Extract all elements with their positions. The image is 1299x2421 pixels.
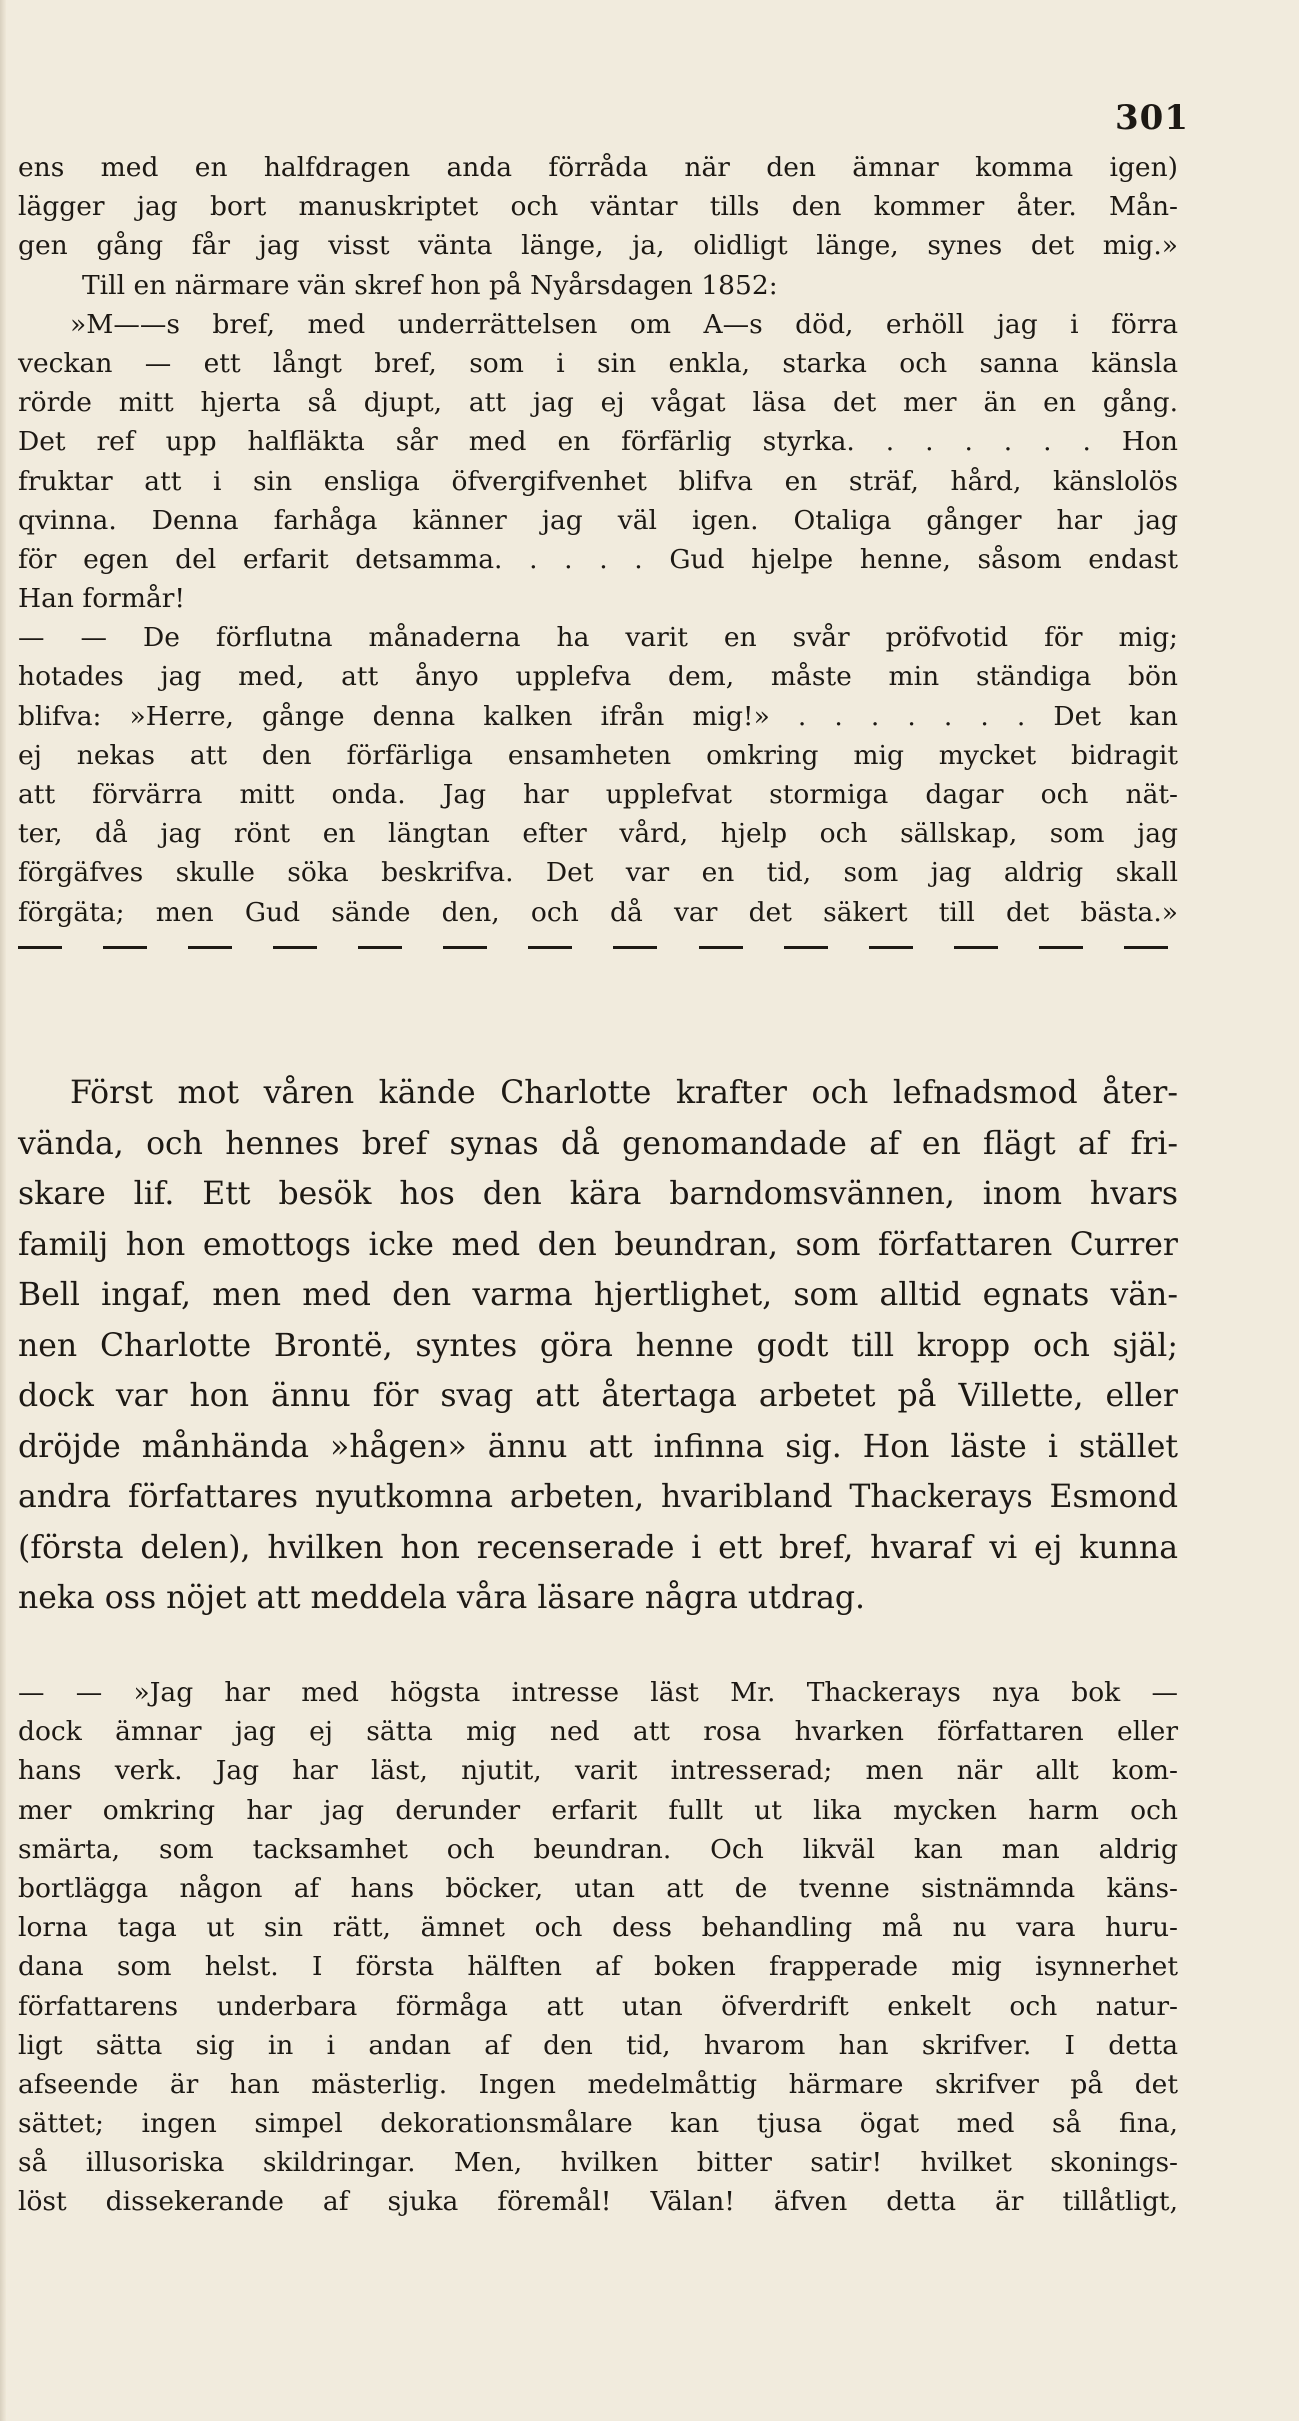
text-line: hotades jag med, att ånyo upplefva dem, måste min ständiga bön [18,661,1178,693]
text-line: hans verk. Jag har läst, njutit, varit intresserad; men när allt kom- [18,1755,1178,1787]
text-line: Till en närmare vän skref hon på Nyårsdagen 1852: [82,269,778,301]
text-line: så illusoriska skildringar. Men, hvilken bitter satir! hvilket skonings- [18,2147,1178,2179]
text-line: afseende är han mästerlig. Ingen medelmåttig härmare skrifver på det [18,2068,1178,2100]
text-line: veckan — ett långt bref, som i sin enkla, starka och sanna känsla [18,347,1178,379]
letter-excerpt-block [18,148,1178,964]
section-dash-rule [18,932,1178,964]
text-line: ter, då jag rönt en längtan efter vård, hjelp och sällskap, som jag [18,818,1178,850]
text-line: författarens underbara förmåga att utan öfverdrift enkelt och natur- [18,1990,1178,2022]
text-line: blifva: »Herre, gånge denna kalken ifrån mig!» . . . . . . . Det kan [18,700,1178,732]
text-line: andra författares nyutkomna arbeten, hvaribland Thackerays Esmond [18,1479,1178,1515]
text-line: vända, och hennes bref synas då genomandade af en flägt af fri- [18,1125,1178,1162]
text-line: »M——s bref, med underrättelsen om A—s död, erhöll jag i förra [70,308,1178,340]
page-number: 301 [1115,98,1189,138]
text-line: ligt sätta sig in i andan af den tid, hvarom han skrifver. I detta [18,2029,1178,2061]
text-line: att förvärra mitt onda. Jag har upplefvat stormiga dagar och nät- [18,779,1178,810]
text-line: rörde mitt hjerta så djupt, att jag ej vågat läsa det mer än en gång. [18,387,1178,419]
text-line: för egen del erfarit detsamma. . . . . Gud hjelpe henne, såsom endast [18,543,1178,575]
text-line: förgäta; men Gud sände den, och då var det säkert till det bästa.» [18,896,1178,928]
text-line: Han formår! [18,583,186,615]
text-line: — — De förflutna månaderna ha varit en svår pröfvotid för mig; [18,622,1178,654]
text-line: qvinna. Denna farhåga känner jag väl igen. Otaliga gånger har jag [18,504,1178,536]
text-line: smärta, som tacksamhet och beundran. Och likväl kan man aldrig [18,1833,1178,1865]
narrative-block [18,1068,1178,1624]
text-line: fruktar att i sin ensliga öfvergifvenhet blifva en sträf, hård, känslolös [18,465,1178,497]
text-line: — — »Jag har med högsta intresse läst Mr. Thackerays nya bok — [18,1677,1178,1708]
text-line: ej nekas att den förfärliga ensamheten omkring mig mycket bidragit [18,739,1178,771]
text-line: skare lif. Ett besök hos den kära barndomsvännen, inom hvars [18,1176,1178,1212]
text-line: löst dissekerande af sjuka föremål! Välan! äfven detta är tillåtligt, [18,2186,1178,2218]
text-line: dröjde månhända »hågen» ännu att infinna sig. Hon läste i stället [18,1428,1178,1465]
text-line: familj hon emottogs icke med den beundran, som författaren Currer [18,1226,1178,1263]
text-line: sättet; ingen simpel dekorationsmålare kan tjusa ögat med så fina, [18,2108,1178,2140]
text-line: lägger jag bort manuskriptet och väntar tills den kommer åter. Mån- [18,191,1178,223]
page-edge [0,0,6,2421]
text-line: Bell ingaf, men med den varma hjertlighet, som alltid egnats vän- [18,1277,1178,1313]
text-line: ens med en halfdragen anda förråda när den ämnar komma igen) [18,152,1178,183]
text-line: Det ref upp halfläkta sår med en förfärlig styrka. . . . . . . Hon [18,426,1178,458]
text-line: mer omkring har jag derunder erfarit fullt ut lika mycken harm och [18,1794,1178,1826]
text-line: dock ämnar jag ej sätta mig ned att rosa hvarken författaren eller [18,1716,1178,1748]
text-line: nen Charlotte Brontë, syntes göra henne godt till kropp och själ; [18,1327,1178,1364]
text-line: (första delen), hvilken hon recenserade i ett bref, hvaraf vi ej kunna [18,1529,1178,1566]
text-line: neka oss nöjet att meddela våra läsare några utdrag. [18,1580,866,1616]
review-quote-block [18,1673,1178,2222]
text-line: dana som helst. I första hälften af boken frapperade mig isynnerhet [18,1951,1178,1983]
text-line: lorna taga ut sin rätt, ämnet och dess behandling må nu vara huru- [18,1912,1178,1944]
text-line: Först mot våren kände Charlotte krafter och lefnadsmod åter- [70,1075,1178,1111]
text-line: gen gång får jag visst vänta länge, ja, olidligt länge, synes det mig.» [18,230,1178,262]
text-line: dock var hon ännu för svag att återtaga arbetet på Villette, eller [18,1378,1178,1414]
text-line: förgäfves skulle söka beskrifva. Det var en tid, som jag aldrig skall [18,857,1178,889]
text-line: bortlägga någon af hans böcker, utan att de tvenne sistnämnda käns- [18,1872,1178,1904]
